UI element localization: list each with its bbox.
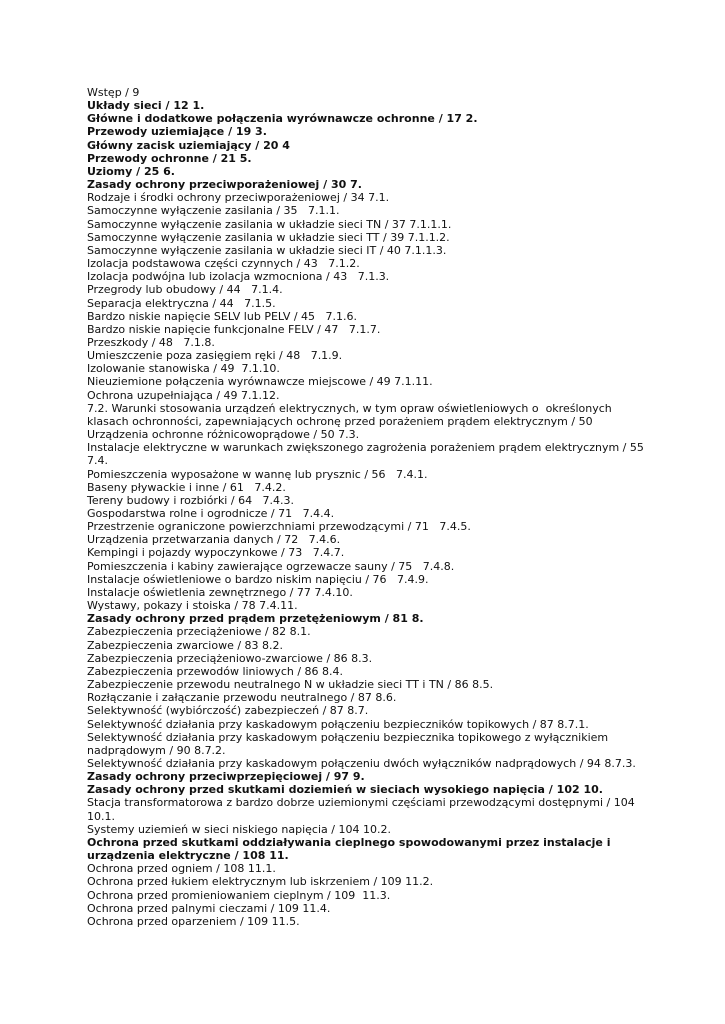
toc-entry: Rozłączanie i załączanie przewodu neutralnego / 87 8.6. (87, 691, 397, 705)
toc-entry: Nieuziemione połączenia wyrównawcze miejscowe / 49 7.1.11. (87, 375, 433, 389)
toc-entry: Izolacja podstawowa części czynnych / 43 7.1.2. (87, 257, 360, 271)
toc-entry: Przeszkody / 48 7.1.8. (87, 335, 215, 349)
toc-chapter-heading: Główne i dodatkowe połączenia wyrównawcze ochronne / 17 2. (87, 112, 478, 126)
toc-entry: Gospodarstwa rolne i ogrodnicze / 71 7.4.4. (87, 507, 335, 520)
toc-chapter-heading: Zasady ochrony przeciwprzepięciowej / 97 9. (87, 770, 365, 784)
toc-entry: Selektywność (wybiórczość) zabezpieczeń / 87 8.7. (87, 704, 369, 718)
toc-entry: Samoczynne wyłączenie zasilania / 35 7.1.1. (87, 204, 340, 218)
toc-entry: Pomieszczenia wyposażone w wannę lub prysznic / 56 7.4.1. (87, 467, 428, 481)
toc-entry: Przegrody lub obudowy / 44 7.1.4. (87, 283, 283, 297)
toc-chapter-heading: Zasady ochrony przed skutkami doziemień w sieciach wysokiego napięcia / 102 10. (87, 783, 603, 797)
toc-entry: Samoczynne wyłączenie zasilania w układzie sieci TN / 37 7.1.1.1. (87, 217, 452, 231)
toc-chapter-heading: Główny zacisk uziemiający / 20 4 (87, 138, 290, 152)
toc-chapter-heading: Uziomy / 25 6. (87, 164, 175, 178)
toc-chapter-heading: Zasady ochrony przed prądem przetężeniowym / 81 8. (87, 612, 424, 626)
toc-entry: Tereny budowy i rozbiórki / 64 7.4.3. (87, 493, 295, 507)
table-of-contents (87, 86, 647, 928)
toc-entry: Rodzaje i środki ochrony przeciwporażeniowej / 34 7.1. (87, 191, 390, 205)
toc-chapter-heading: Układy sieci / 12 1. (87, 99, 205, 113)
toc-entry: Stacja transformatorowa z bardzo dobrze uziemionymi częściami przewodzącymi dostępnymi / 104 10.1. (87, 796, 639, 823)
toc-entry: Ochrona przed palnymi cieczami / 109 11.4. (87, 901, 331, 915)
toc-entry: Ochrona przed ogniem / 108 11.1. (87, 862, 276, 876)
toc-entry: Umieszczenie poza zasięgiem ręki / 48 7.1.9. (87, 349, 343, 363)
toc-entry: Samoczynne wyłączenie zasilania w układzie sieci TT / 39 7.1.1.2. (87, 230, 450, 244)
toc-entry: Urządzenia ochronne różnicowoprądowe / 50 7.3. (87, 428, 360, 442)
toc-entry: Baseny pływackie i inne / 61 7.4.2. (87, 480, 286, 494)
toc-entry: Selektywność działania przy kaskadowym połączeniu bezpiecznika topikowego z wyłącznikiem nadprądowym / 90 8.7.2. (87, 730, 612, 757)
toc-entry: Instalacje oświetlenia zewnętrznego / 77 7.4.10. (87, 585, 353, 599)
toc-entry: Instalacje oświetleniowe o bardzo niskim napięciu / 76 7.4.9. (87, 572, 429, 586)
toc-entry: Zabezpieczenia przeciążeniowe / 82 8.1. (87, 625, 311, 639)
toc-entry: Wstęp / 9 (87, 86, 140, 99)
toc-chapter-heading: Przewody ochronne / 21 5. (87, 151, 252, 165)
toc-entry: Wystawy, pokazy i stoiska / 78 7.4.11. (87, 599, 298, 613)
toc-entry: Pomieszczenia i kabiny zawierające ogrzewacze sauny / 75 7.4.8. (87, 559, 455, 573)
toc-entry: Selektywność działania przy kaskadowym połączeniu bezpieczników topikowych / 87 8.7.1. (87, 717, 589, 731)
toc-entry: Ochrona uzupełniająca / 49 7.1.12. (87, 388, 280, 402)
toc-chapter-heading: Ochrona przed skutkami oddziaływania cieplnego spowodowanymi przez instalacje i urządzenia elektryczne / 108 11. (87, 835, 615, 863)
toc-entry: Bardzo niskie napięcie SELV lub PELV / 45 7.1.6. (87, 309, 358, 323)
toc-chapter-heading: Przewody uziemiające / 19 3. (87, 125, 267, 139)
toc-entry: Separacja elektryczna / 44 7.1.5. (87, 296, 276, 310)
toc-entry: Izolacja podwójna lub izolacja wzmocniona / 43 7.1.3. (87, 270, 390, 284)
toc-entry: Instalacje elektryczne w warunkach zwiększonego zagrożenia porażeniem prądem elektrycznym / 55 7.4. (87, 441, 648, 468)
toc-entry: Izolowanie stanowiska / 49 7.1.10. (87, 362, 280, 376)
toc-entry: Systemy uziemień w sieci niskiego napięcia / 104 10.2. (87, 822, 391, 836)
toc-entry: Zabezpieczenie przewodu neutralnego N w układzie sieci TT i TN / 86 8.5. (87, 678, 494, 692)
toc-entry: Selektywność działania przy kaskadowym połączeniu dwóch wyłączników nadprądowych / 94 8.7.3. (87, 756, 636, 770)
toc-chapter-heading: Zasady ochrony przeciwporażeniowej / 30 7. (87, 178, 362, 192)
toc-entry: Kempingi i pojazdy wypoczynkowe / 73 7.4.7. (87, 546, 345, 560)
toc-entry: Bardzo niskie napięcie funkcjonalne FELV / 47 7.1.7. (87, 322, 381, 336)
toc-entry: Zabezpieczenia zwarciowe / 83 8.2. (87, 638, 284, 652)
toc-entry: Samoczynne wyłączenie zasilania w układzie sieci IT / 40 7.1.1.3. (87, 243, 447, 257)
toc-entry: Ochrona przed promieniowaniem cieplnym / 109 11.3. (87, 888, 391, 902)
toc-entry: Ochrona przed oparzeniem / 109 11.5. (87, 914, 300, 928)
toc-entry: Przestrzenie ograniczone powierzchniami przewodzącymi / 71 7.4.5. (87, 520, 471, 534)
toc-entry: Zabezpieczenia przewodów liniowych / 86 8.4. (87, 664, 344, 678)
toc-entry: Ochrona przed łukiem elektrycznym lub iskrzeniem / 109 11.2. (87, 875, 434, 889)
toc-entry: Zabezpieczenia przeciążeniowo-zwarciowe / 86 8.3. (87, 651, 373, 665)
toc-entry: Urządzenia przetwarzania danych / 72 7.4.6. (87, 533, 341, 547)
toc-entry: 7.2. Warunki stosowania urządzeń elektrycznych, w tym opraw oświetleniowych o określonych klasach ochronności, zapewniających ochronę przed porażeniem prądem elektrycznym / 50 (87, 401, 616, 428)
